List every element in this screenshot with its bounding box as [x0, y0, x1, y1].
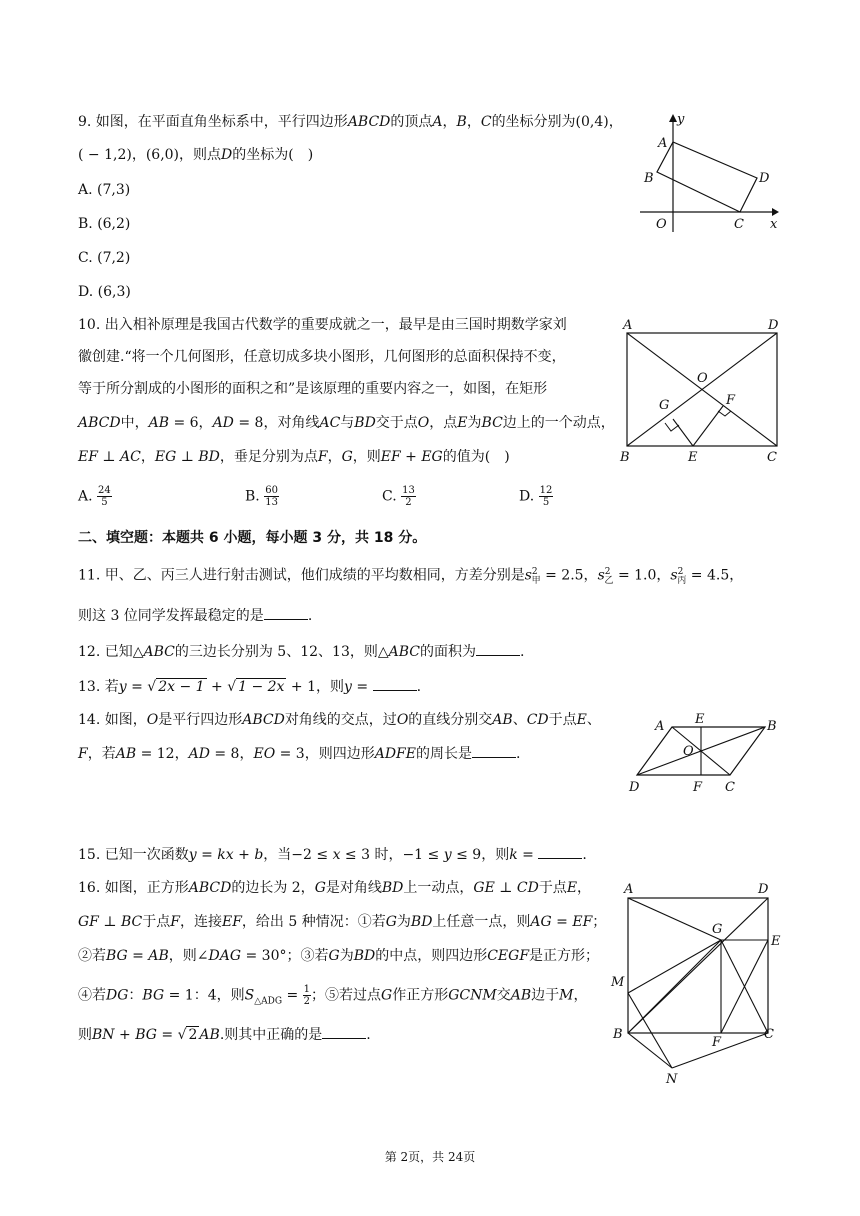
q9-option-c: C. (7,2): [78, 250, 131, 266]
q16-segment-bn: [628, 1033, 672, 1068]
q16-line1: 16. 如图，正方形ABCD的边长为 2，G是对角线BD上一动点，GE ⊥ CD于点E，: [78, 880, 592, 896]
q9-option-b: B. (6,2): [78, 216, 131, 232]
q9-option-d: D. (6,3): [78, 284, 131, 300]
q16-label-d: D: [758, 882, 769, 897]
section-2-heading: 二、填空题：本题共 6 小题，每小题 3 分，共 18 分。: [78, 530, 427, 546]
q13-answer-blank[interactable]: [373, 676, 417, 691]
q10-line1: 10. 出入相补原理是我国古代数学的重要成就之一，最早是由三国时期数学家刘: [78, 317, 567, 333]
q9-label-c: C: [734, 217, 744, 232]
q9-label-x: x: [770, 217, 778, 232]
q13-line: 13. 若y = √ 2x − 1 + √ 1 − 2x + 1，则y = .: [78, 676, 421, 697]
q9-option-a: A. (7,3): [78, 182, 131, 198]
q16-label-n: N: [666, 1072, 678, 1087]
q9-parallelogram: [657, 142, 757, 212]
q16-label-g: G: [712, 922, 723, 937]
q16-line5: 则BN + BG = √ 2 AB.则其中正确的是 .: [78, 1024, 371, 1045]
q12-answer-blank[interactable]: [476, 641, 520, 656]
q9-label-o: O: [656, 217, 667, 232]
q10-option-c: C. $\frac{13}{2}$: [382, 485, 415, 508]
q9-y-arrow: [669, 114, 677, 122]
q14-label-e: E: [695, 712, 705, 727]
q9-label-d: D: [759, 171, 770, 186]
q10-segment-ef: [693, 406, 723, 446]
q14-line2: F，若AB = 12，AD = 8，EO = 3，则四边形ADFE的周长是 .: [78, 743, 520, 764]
q10-label-f: F: [726, 393, 736, 408]
q16-segment-gm: [628, 940, 721, 993]
q10-label-c: C: [767, 450, 777, 465]
q10-line3: 等于所分割成的小图形的面积之和”是该原理的重要内容之一，如图，在矩形: [78, 381, 548, 397]
q9-figure: [632, 110, 782, 235]
q16-segment-ag: [628, 898, 721, 940]
q14-answer-blank[interactable]: [472, 743, 516, 758]
q14-line1: 14. 如图，O是平行四边形ABCD对角线的交点，过O的直线分别交AB、CD于点E、: [78, 712, 601, 728]
q15-answer-blank[interactable]: [538, 844, 582, 859]
q14-label-d: D: [629, 780, 640, 795]
q10-line2: 徽创建.“将一个几何图形，任意切成多块小图形，几何图形的总面积保持不变，: [78, 349, 566, 365]
q10-label-a: A: [623, 318, 633, 333]
q11-line1: 11. 甲、乙、丙三人进行射击测试，他们成绩的平均数相同，方差分别是$s^2_甲 = 2.5$，$s^2_乙 = 1.0$，$s^2_丙 = 4.5$，: [78, 567, 744, 587]
q16-segment-mn: [628, 993, 672, 1068]
q10-line4: ABCD中，AB = 6，AD = 8，对角线AC与BD交于点O，点E为BC边上的一个动点，: [78, 415, 615, 431]
q10-figure: [615, 315, 790, 465]
q11-line2: 则这 3 位同学发挥最稳定的是 .: [78, 605, 312, 626]
q10-label-e: E: [688, 450, 698, 465]
q16-line4: ④若DG：BG = 1：4，则$S_{\triangle ADG}$ = $\frac{1}{2}$ ；⑤若过点G作正方形GCNM交AB边于M，: [78, 984, 588, 1007]
q12-line: 12. 已知△ABC的三边长分别为 5、12、13，则△ABC的面积为 .: [78, 641, 524, 662]
q14-figure: [625, 710, 790, 800]
q16-label-m: M: [611, 975, 625, 990]
q14-label-b: B: [767, 719, 777, 734]
q16-label-c: C: [764, 1027, 774, 1042]
q14-label-o: O: [683, 744, 694, 759]
q9-label-a: A: [658, 136, 668, 151]
q16-line2: GF ⊥ BC于点F，连接EF，给出 5 种情况：①若G为BD上任意一点，则AG = EF；: [78, 914, 607, 930]
q9-line1: 9. 如图，在平面直角坐标系中，平行四边形ABCD的顶点A，B，C的坐标分别为(0,4)，: [78, 114, 623, 130]
q10-right-angle-f: [718, 411, 731, 416]
q16-line3: ②若BG = AB，则∠DAG = 30°；③若G为BD的中点，则四边形CEGF是正方形；: [78, 948, 600, 964]
q10-label-d: D: [768, 318, 779, 333]
q10-option-d: D. $\frac{12}{5}$: [519, 485, 553, 508]
q14-label-c: C: [725, 780, 735, 795]
q15-line: 15. 已知一次函数y = kx + b，当−2 ≤ x ≤ 3 时，−1 ≤ y ≤ 9，则k = .: [78, 844, 587, 865]
q10-line5: EF ⊥ AC，EG ⊥ BD，垂足分别为点F，G，则EF + EG的值为( ): [78, 449, 510, 465]
q16-answer-blank[interactable]: [322, 1024, 366, 1039]
q9-line2: ( − 1,2)，(6,0)，则点D的坐标为( ): [78, 147, 314, 163]
q10-label-g: G: [659, 398, 670, 413]
q16-label-b: B: [613, 1027, 623, 1042]
q9-label-b: B: [644, 171, 654, 186]
q14-label-a: A: [655, 719, 665, 734]
q16-label-f: F: [712, 1035, 722, 1050]
q10-option-a: A. $\frac{24}{5}$: [78, 485, 111, 508]
q10-label-o: O: [697, 371, 708, 386]
q16-label-e: E: [771, 934, 781, 949]
q16-segment-bg: [628, 940, 721, 1033]
q10-label-b: B: [620, 450, 630, 465]
q16-label-a: A: [624, 882, 634, 897]
q11-answer-blank[interactable]: [264, 605, 308, 620]
q9-label-y: y: [677, 112, 685, 127]
q10-option-b: B. $\frac{60}{13}$: [245, 485, 278, 508]
page-footer: 第 2页，共 24页: [384, 1150, 476, 1164]
q10-segment-eg: [673, 419, 693, 446]
q9-x-arrow: [772, 208, 779, 216]
q16-figure: [608, 878, 788, 1088]
q14-label-f: F: [693, 780, 703, 795]
